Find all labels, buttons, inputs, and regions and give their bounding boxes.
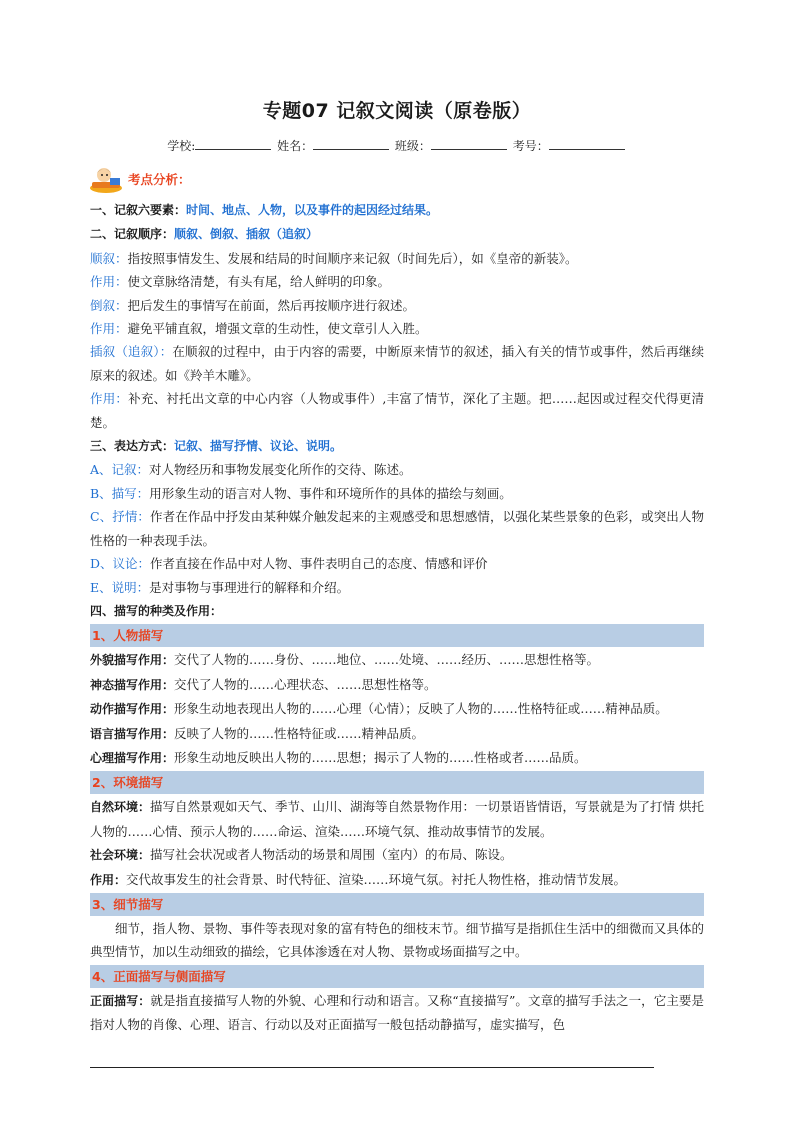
env-natural: 自然环境：描写自然景观如天气、季节、山川、湖海等自然景物作用：一切景语皆情语，写景就是为了打情 烘托人物的……心情、预示人物的……命运、渲染……环境气氛、推动故事情节的发展。	[90, 799, 704, 839]
section-2: 二、记叙顺序：顺叙、倒叙、插叙（追叙）	[90, 227, 319, 242]
env-social: 社会环境：描写社会状况或者人物活动的场景和周围（室内）的布局、陈设。	[90, 847, 513, 863]
name-blank[interactable]	[313, 139, 389, 150]
person-expression: 神态描写作用：交代了人物的……心理状态、……思想性格等。	[90, 676, 437, 692]
page-title: 专题07 记叙文阅读（原卷版）	[262, 100, 532, 122]
mode-a: A、记叙：对人物经历和事物发展变化所作的交待、陈述。	[90, 462, 412, 478]
person-psychology: 心理描写作用：形象生动地反映出人物的……思想；揭示了人物的……性格或者……品质。	[90, 749, 587, 765]
number-label: 考号：	[512, 139, 549, 153]
student-info-line	[90, 137, 704, 154]
school-label: 学校:	[167, 139, 196, 153]
chaxu-effect: 作用：补充、衬托出文章的中心内容（人物或事件）,丰富了情节，深化了主题。把……起因或过程交代得更清楚。	[90, 391, 704, 430]
daoxu-item: 倒叙：把后发生的事情写在前面，然后再按顺序进行叙述。	[90, 297, 416, 313]
shunxu-item: 顺叙：指按照事情发生、发展和结局的时间顺序来记叙（时间先后），如《皇帝的新装》。	[90, 250, 578, 266]
chaxu-item: 插叙（追叙）：在顺叙的过程中，由于内容的需要，中断原来情节的叙述，插入有关的情节或事件，然后再继续原来的叙述。如《羚羊木雕》。	[90, 344, 704, 383]
mode-b: B、描写：用形象生动的语言对人物、事件和环境所作的具体的描绘与刻画。	[90, 485, 512, 501]
daoxu-effect: 作用：避免平铺直叙，增强文章的生动性，使文章引人入胜。	[90, 321, 428, 337]
analysis-label: 考点分析：	[128, 172, 191, 187]
class-label: 班级：	[394, 139, 431, 153]
person-appearance: 外貌描写作用：交代了人物的……身份、……地位、……处境、……经历、……思想性格等。	[90, 652, 600, 668]
detail-paragraph: 细节，指人物、景物、事件等表现对象的富有特色的细枝末节。细节描写是指抓住生活中的细微而又具体的典型情节，加以生动细致的描绘，它具体渗透在对人物、景物或场面描写之中。	[90, 920, 704, 960]
bar-detail-description: 3、细节描写	[90, 893, 704, 916]
analysis-header	[86, 164, 704, 194]
shunxu-effect: 作用：使文章脉络清楚，有头有尾，给人鲜明的印象。	[90, 274, 391, 290]
section-1: 一、记叙六要素：时间、地点、人物，以及事件的起因经过结果。	[90, 203, 439, 217]
name-label: 姓名：	[277, 139, 314, 153]
bar-person-description: 1、人物描写	[90, 624, 704, 647]
person-action: 动作描写作用：形象生动地表现出人物的……心理（心情）；反映了人物的……性格特征或……精神品质。	[90, 701, 668, 717]
mode-c: C、抒情：作者在作品中抒发由某种媒介触发起来的主观感受和思想感情，以强化某些景象的色彩，或突出人物性格的一种表现手法。	[90, 509, 704, 548]
front-description: 正面描写：就是指直接描写人物的外貌、心理和行动和语言。又称“直接描写”。文章的描写手法之一，它主要是指对人物的肖像、心理、语言、行动以及对正面描写一般包括动静描写，虚实描写，色	[90, 992, 704, 1033]
mode-d: D、议论：作者直接在作品中对人物、事件表明自己的态度、情感和评价	[90, 556, 488, 572]
bar-front-side-description: 4、正面描写与侧面描写	[90, 965, 704, 988]
env-effect: 作用：交代故事发生的社会背景、时代特征、渲染……环境气氛。衬托人物性格，推动情节发展。	[90, 871, 627, 887]
mode-e: E、说明：是对事物与事理进行的解释和介绍。	[90, 579, 350, 595]
person-language: 语言描写作用：反映了人物的……性格特征或……精神品质。	[90, 725, 425, 741]
document-page	[90, 96, 704, 1037]
section-3: 三、表达方式：记叙、描写抒情、议论、说明。	[90, 439, 343, 454]
school-blank[interactable]	[195, 139, 271, 150]
footer-rule	[90, 1067, 654, 1068]
number-blank[interactable]	[549, 139, 625, 150]
section-4: 四、描写的种类及作用：	[90, 603, 223, 618]
bar-environment-description: 2、环境描写	[90, 771, 704, 794]
student-mascot-icon	[86, 164, 126, 194]
class-blank[interactable]	[431, 139, 507, 150]
